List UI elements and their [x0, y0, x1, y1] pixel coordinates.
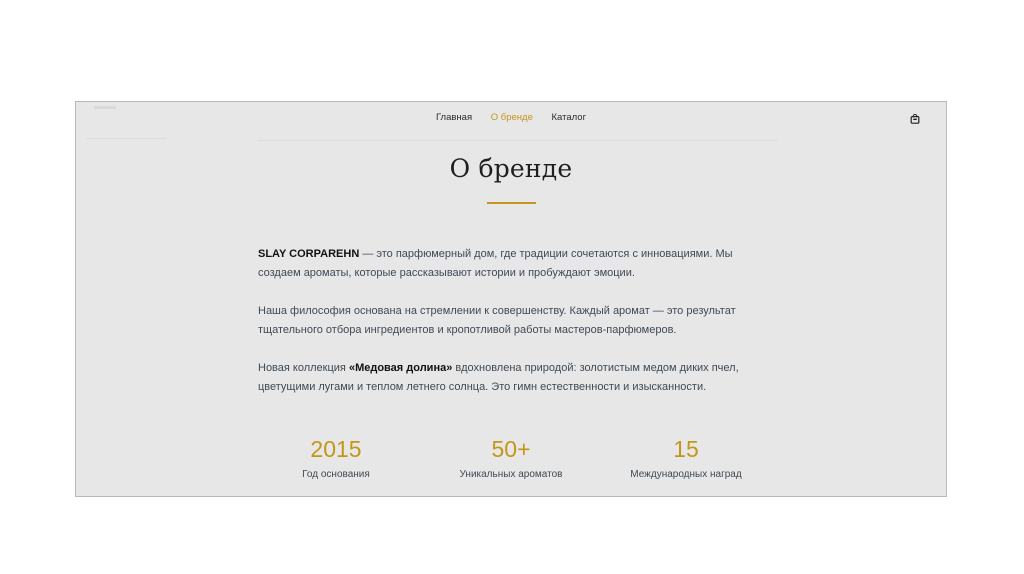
browser-page [75, 101, 947, 497]
stat-value: 50+ [491, 436, 531, 462]
about-paragraph-1 [258, 245, 778, 283]
nav-item-about[interactable]: О бренде [490, 112, 533, 123]
paragraph-text: вдохновлена природой: золотистым медом диких пчел, цветущими лугами и теплом летнего солнца. Это гимн естественности и изысканности. [258, 362, 739, 393]
about-paragraph-2: Наша философия основана на стремлении к совершенству. Каждый аромат — это результат тщательного отбора ингредиентов и кропотливой работы мастеров-парфюмеров. [258, 305, 736, 336]
divider [86, 138, 166, 139]
stat-label: Уникальных ароматов [459, 469, 563, 480]
brand-name: SLAY CORPAREHN [258, 248, 360, 260]
logo [94, 106, 116, 109]
about-paragraph-3 [258, 359, 778, 397]
stat-value: 2015 [310, 436, 362, 462]
shopping-bag-icon [910, 114, 920, 124]
stat-value: 15 [673, 436, 699, 462]
stat-founded [256, 435, 416, 480]
paragraph-text: Новая коллекция [258, 362, 349, 374]
nav-item-home[interactable]: Главная [435, 112, 473, 123]
page-title: О бренде [449, 154, 573, 183]
title-underline [487, 202, 536, 204]
nav-item-catalog[interactable]: Каталог [551, 112, 587, 123]
cart-button[interactable] [910, 111, 920, 121]
stat-awards [606, 435, 766, 480]
divider [258, 140, 778, 141]
stat-label: Международных наград [630, 469, 742, 480]
main-nav [76, 112, 946, 123]
collection-name: «Медовая долина» [348, 362, 453, 374]
paragraph-text: — это парфюмерный дом, где традиции сочетаются с инновациями. Мы создаем ароматы, которые рассказывают истории и пробуждают эмоции. [258, 248, 733, 279]
stat-fragrances [431, 435, 591, 480]
stat-label: Год основания [302, 469, 370, 480]
